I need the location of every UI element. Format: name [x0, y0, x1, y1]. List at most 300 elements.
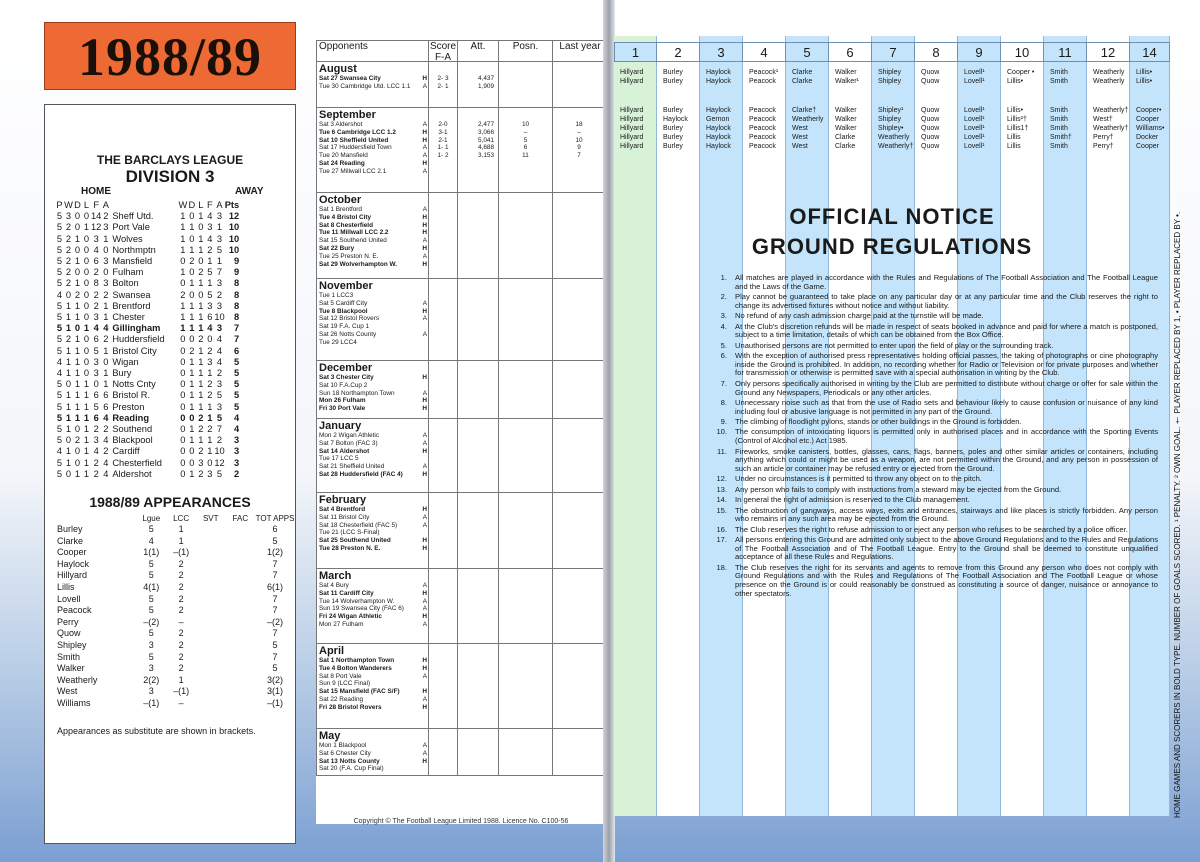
fixture-last-year	[553, 514, 605, 522]
fixture-opponent: Mon 1 Blackpool	[319, 742, 367, 749]
fixtures-page	[316, 40, 606, 824]
league-cell: 2	[216, 368, 223, 379]
appearances-cell: Perry	[57, 616, 79, 627]
fixture-last-year	[553, 292, 605, 300]
league-cell: 0	[189, 457, 195, 468]
division-heading: DIVISION 3	[125, 167, 215, 186]
lineup-player: Haylock	[663, 116, 688, 123]
league-cell: 8	[233, 300, 240, 311]
league-cell: 3	[216, 211, 223, 222]
league-cell: 4	[103, 468, 109, 479]
appearances-cell: –	[178, 697, 184, 708]
league-cell: 0	[65, 379, 72, 390]
fixture-last-year: 10	[575, 136, 583, 144]
fixture-opponent: Sat 4 Bury	[319, 582, 349, 589]
fixture-last-year	[553, 742, 605, 750]
fixture-opponent: Tue 21 (LCC S-Final)	[319, 529, 380, 537]
league-cell: 3	[216, 401, 223, 412]
table-row	[55, 346, 239, 357]
month-fixtures	[317, 193, 429, 278]
appearances-cell	[196, 582, 226, 594]
league-cell: 0	[198, 256, 204, 267]
lineup-player: Shipley	[878, 116, 901, 123]
league-cell: 1	[189, 244, 195, 255]
position-column	[499, 108, 553, 192]
table-row	[57, 570, 295, 582]
fixture-score	[429, 237, 457, 245]
fixture-attendance	[458, 168, 494, 176]
league-cell: 4	[93, 244, 99, 255]
fixture-score	[429, 397, 457, 405]
fixture-score: 2-0	[438, 121, 448, 128]
league-cell: 10	[228, 233, 240, 244]
fixture-position	[499, 374, 552, 382]
league-cell: 1	[103, 379, 109, 390]
league-cell: 1	[189, 368, 195, 379]
regulation-text: Fireworks, smoke canisters, bottles, glasses, cans, flags, banners, poles and other similar articles or containers, including anything which could or might be used as a weapon, are not permitted within the Ground, and any person in possession of such an article or container may be refused entry or ejected from the Ground.	[735, 446, 1158, 473]
fixture-venue: H	[422, 470, 427, 478]
league-cell: 1	[65, 457, 72, 468]
league-cell: 1	[189, 222, 195, 233]
league-cell: 6	[93, 256, 99, 267]
appearances-cell: 5	[272, 663, 278, 674]
fixture-position	[499, 514, 552, 522]
fixture-last-year	[553, 598, 605, 606]
league-cell: 1	[198, 379, 204, 390]
fixture-opponent: Sat 28 Huddersfield (FAC 4)	[319, 470, 403, 478]
fixture-last-year	[553, 405, 605, 413]
appearances-cell: –(1)	[173, 547, 190, 558]
fixture-position	[499, 621, 552, 629]
lineup-player: Weatherly†	[878, 143, 914, 150]
lineup-player: Quow	[921, 116, 940, 123]
fixture-score	[429, 537, 457, 545]
fixture-score: 2-1	[438, 136, 448, 144]
league-cell: 3	[216, 233, 223, 244]
fixture-score	[429, 506, 457, 514]
lineup-player: Cooper•	[1136, 107, 1162, 114]
fixture-opponent: Tue 29 LCC4	[319, 338, 357, 346]
fixture-score: 2- 1	[437, 82, 449, 90]
appearances-col-header: Lgue	[142, 514, 161, 524]
fixture-attendance: 3,153	[478, 152, 494, 160]
fixture-attendance	[458, 506, 494, 514]
fixture-venue: H	[422, 664, 427, 672]
fixture-last-year	[553, 315, 605, 323]
league-cell: 1	[198, 368, 204, 379]
league-cell: 0	[189, 446, 195, 457]
fixture-opponent: Sat 25 Southend United	[319, 537, 391, 545]
fixture-row	[319, 308, 427, 316]
league-cell: 1	[103, 312, 109, 323]
regulation-text: Unnecessary noise such as that from the use of Radio sets and behaviour likely to cause confusion or nuisance of any kind including foul or abusive language is not permitted in any part of the Ground.	[735, 397, 1158, 416]
league-cell: 6	[207, 312, 213, 323]
attendance-column	[458, 279, 499, 360]
fixture-score	[429, 545, 457, 553]
appearances-heading: 1988/89 APPEARANCES	[89, 494, 251, 511]
league-cell: Reading	[112, 412, 150, 423]
lineup-player: Lovell¹	[964, 134, 985, 141]
regulation-item	[712, 475, 1158, 484]
fixture-opponent: Sat 20 (F.A. Cup Final)	[319, 765, 384, 773]
fixture-row	[319, 315, 427, 323]
fixture-score	[429, 374, 457, 382]
league-cell: 5	[233, 379, 240, 390]
notice-title: OFFICIAL NOTICE	[789, 204, 995, 229]
fixture-position	[499, 315, 552, 323]
regulation-text: At the Club's discretion refunds will be made in respect of seats booked in advance and paid for where a match is postponed, subject to a time limitation, details of which can be obtained from the Box Office.	[735, 321, 1158, 340]
fixture-position	[499, 665, 552, 673]
fixture-venue: A	[422, 121, 427, 128]
fixture-attendance	[458, 261, 494, 269]
month-block	[316, 493, 606, 569]
league-cell: 1	[103, 345, 109, 356]
score-column	[429, 108, 458, 192]
attendance-column	[458, 419, 499, 492]
fixture-attendance: 3,066	[478, 128, 494, 136]
lineup-player: Clarke†	[792, 107, 817, 114]
fixture-opponent: Tue 1 LCC3	[319, 292, 354, 299]
league-cell: 1	[207, 412, 213, 423]
league-cell: 1	[65, 345, 72, 356]
lineup-player: Weatherly	[1093, 78, 1125, 85]
fixture-venue: A	[422, 432, 427, 439]
table-row	[55, 379, 239, 390]
league-cell: 2	[93, 300, 99, 311]
lineup-player: Smith	[1050, 116, 1068, 123]
league-cell: 0	[180, 468, 186, 479]
regulation-item	[712, 312, 1158, 321]
league-cell: 0	[180, 278, 186, 289]
fixture-position	[499, 582, 552, 590]
league-cell: 1	[74, 390, 81, 401]
lineup-row	[614, 133, 1170, 142]
appearances-cell	[226, 547, 256, 559]
attendance-column	[458, 108, 499, 192]
lineup-player: Hillyard	[620, 116, 644, 123]
table-row	[57, 652, 295, 664]
appearances-cell	[196, 628, 226, 640]
last-year-column	[553, 419, 605, 492]
fixture-position	[499, 331, 552, 339]
fixture-position	[499, 506, 552, 514]
league-cell: Aldershot	[112, 468, 152, 479]
league-cell: 0	[207, 334, 213, 345]
fixture-venue: A	[422, 463, 427, 471]
league-cell: 1	[189, 401, 195, 412]
fixture-score	[429, 696, 457, 704]
fixture-position	[499, 742, 552, 750]
league-cell: 4	[103, 457, 109, 468]
appearances-cell: 2	[178, 558, 184, 569]
fixture-opponent: Tue 27 Millwall LCC 2.1	[319, 167, 387, 175]
regulation-text: In general the right of admission is reserved to the Club management.	[735, 495, 970, 505]
lineup-player: Quow	[921, 78, 940, 85]
lineup-player: Smith	[1050, 69, 1068, 76]
appearances-cell: 3	[148, 686, 154, 697]
league-cell: Southend	[112, 424, 153, 435]
fixture-opponent: Sat 6 Chester City	[319, 749, 371, 757]
fixture-opponent: Sun 19 Swansea City (FAC 6)	[319, 605, 404, 613]
appearances-cell	[226, 594, 256, 606]
appearances-cell: 2	[178, 628, 184, 639]
fixture-attendance	[458, 397, 494, 405]
fixture-opponent: Tue 4 Bristol City	[319, 213, 372, 221]
fixture-last-year	[553, 390, 605, 398]
league-cell: 1	[180, 323, 186, 334]
league-cell: 3	[216, 323, 223, 334]
league-cell: 5	[56, 267, 63, 278]
fixture-position	[499, 237, 552, 245]
appearances-cell	[196, 536, 226, 548]
fixture-attendance: 4,437	[478, 75, 494, 82]
league-cell: 2	[198, 412, 204, 423]
fixture-score	[429, 598, 457, 606]
league-cell: 4	[207, 233, 213, 244]
fixture-last-year	[553, 582, 605, 590]
fixture-position	[499, 397, 552, 405]
league-cell: 0	[189, 233, 195, 244]
league-cell: 0	[74, 457, 81, 468]
lineup-player: Smith	[1050, 143, 1068, 150]
month-fixtures	[317, 419, 429, 492]
lineup-player: Gernon	[706, 116, 730, 123]
league-heading: THE BARCLAYS LEAGUE	[96, 153, 244, 167]
fixture-row	[319, 545, 427, 553]
lineup-player: Shipley¹	[878, 107, 904, 114]
month-block	[316, 361, 606, 419]
fixture-score	[429, 432, 457, 440]
fixture-row	[319, 598, 427, 606]
fixture-row	[319, 292, 427, 300]
score-column	[429, 493, 458, 568]
column-stripe	[614, 36, 657, 816]
league-cell: 2	[198, 267, 204, 278]
lineups-august	[614, 68, 1170, 86]
fixture-attendance	[458, 160, 494, 168]
league-cell: 1	[198, 323, 204, 334]
regulation-text: With the exception of authorised press representatives holding official passes, the taking of photographs or cine photography inside the Ground is prohibited. In addition, no recording whether for Radio or Television or for private purposes and whether for transmission or otherwise is permitted save with a special authorisation in writing by the Club.	[735, 351, 1158, 378]
fixture-venue: H	[422, 757, 427, 765]
league-cell: 1	[180, 211, 186, 222]
league-cell: 1	[83, 323, 90, 334]
fixture-venue: A	[422, 144, 427, 152]
appearances-cell	[226, 675, 256, 687]
fixture-row	[319, 448, 427, 456]
appearances-cell: 1	[178, 674, 184, 685]
fixture-score	[429, 514, 457, 522]
regulation-item	[712, 399, 1158, 416]
league-cell: 0	[83, 334, 90, 345]
fixture-last-year	[553, 537, 605, 545]
fixture-position	[499, 440, 552, 448]
league-cell: 1	[180, 312, 186, 323]
regulation-number: 14.	[716, 495, 727, 505]
regulation-text: No refund of any cash admission charge paid at the turnstile will be made.	[735, 311, 984, 321]
month-title: May	[319, 730, 341, 742]
table-row	[57, 594, 295, 606]
position-column	[499, 361, 553, 418]
fixture-last-year	[553, 160, 605, 168]
fixture-last-year	[553, 432, 605, 440]
lineup-player: Clarke	[792, 69, 813, 76]
appearances-cell	[226, 663, 256, 675]
fixture-opponent: Sat 10 F.A.Cup 2	[319, 381, 368, 389]
month-fixtures	[317, 62, 429, 107]
league-table-header	[55, 200, 239, 211]
fixture-opponent: Sat 24 Reading	[319, 159, 365, 167]
appearances-cell: 5	[148, 570, 154, 581]
appearances-cell: 7	[272, 651, 278, 662]
fixture-row	[319, 750, 427, 758]
league-col-header: A	[102, 200, 109, 210]
regulation-number: 4.	[720, 321, 727, 331]
league-cell: 1	[207, 368, 213, 379]
league-cell: 5	[216, 412, 223, 423]
fixture-last-year	[553, 261, 605, 269]
fixture-venue: A	[422, 82, 427, 90]
score-column	[429, 569, 458, 643]
lineup-player: Peacock	[749, 134, 776, 141]
league-cell: Chesterfield	[112, 457, 162, 468]
league-cell: 4	[93, 323, 99, 334]
fixture-last-year	[553, 471, 605, 479]
fixture-position	[499, 222, 552, 230]
league-cell: 0	[74, 244, 81, 255]
fixture-row	[319, 680, 427, 688]
league-cell: 5	[56, 300, 63, 311]
fixture-opponent: Sat 1 Northampton Town	[319, 657, 395, 664]
appearances-cell: 2	[178, 663, 184, 674]
league-cell: 3	[207, 468, 213, 479]
fixture-opponent: Sat 10 Sheffield United	[319, 136, 389, 144]
fixture-row	[319, 245, 427, 253]
table-row	[57, 628, 295, 640]
fixture-position	[499, 300, 552, 308]
league-col-header: W	[178, 200, 188, 210]
fixture-position	[499, 605, 552, 613]
fixture-venue: H	[422, 229, 427, 237]
position-column	[499, 729, 553, 775]
fixture-row	[319, 455, 427, 463]
league-cell: 1	[103, 300, 109, 311]
fixture-score	[429, 688, 457, 696]
fixture-position	[499, 673, 552, 681]
league-cell: 2	[103, 424, 109, 435]
league-cell: Wigan	[112, 356, 139, 367]
league-cell: 1	[198, 312, 204, 323]
appearances-cell: 3	[148, 663, 154, 674]
score-column	[429, 644, 458, 728]
league-cell: Brentford	[112, 300, 151, 311]
month-fixtures	[317, 279, 429, 360]
fixture-row	[319, 582, 427, 590]
league-cell: Bristol R.	[112, 390, 151, 401]
league-cell: 1	[74, 334, 81, 345]
fixture-attendance	[458, 331, 494, 339]
fixture-position	[499, 545, 552, 553]
appearances-cell: Hillyard	[57, 570, 88, 581]
league-cell: 0	[83, 256, 90, 267]
fixture-position	[499, 308, 552, 316]
regulation-text: The Club reserves the right for its servants and agents to remove from this Ground any person who does not comply with Ground Regulations and with the Rules and Regulations of The Football Association and The Football League or whose presence on the Ground is or could reasonably be construed as constituting a source of danger, nuisance or annoyance to other spectators.	[735, 562, 1158, 598]
shirt-number: 14	[1130, 42, 1170, 62]
appearances-cell: 2	[178, 582, 184, 593]
month-block	[316, 644, 606, 729]
league-cell: 1	[198, 211, 204, 222]
lineup-player: Peacock	[749, 78, 776, 85]
fixture-row	[319, 160, 427, 168]
regulation-item	[712, 564, 1158, 599]
league-cell: 6	[103, 390, 109, 401]
fixture-score	[429, 315, 457, 323]
league-cell: 0	[83, 345, 90, 356]
month-block	[316, 108, 606, 193]
month-title: January	[319, 420, 362, 432]
fixture-position	[499, 598, 552, 606]
regulation-item	[712, 507, 1158, 524]
fixture-venue: H	[422, 613, 427, 621]
appearances-cell	[226, 640, 256, 652]
league-cell: 4	[233, 424, 240, 435]
league-cell: 1	[65, 401, 72, 412]
league-col-header: L	[198, 200, 204, 210]
league-cell: 5	[93, 401, 99, 412]
league-col-header: Pts	[224, 200, 240, 210]
league-cell: 8	[233, 289, 240, 300]
fixture-score	[429, 665, 457, 673]
league-cell: 0	[180, 345, 186, 356]
fixture-row	[319, 506, 427, 514]
fixture-opponent: Tue 20 Mansfield	[319, 152, 368, 160]
fixture-venue: A	[422, 597, 427, 605]
appearances-cell: 6(1)	[267, 582, 284, 593]
league-cell: 9	[233, 267, 240, 278]
lineup-player: Burley	[663, 69, 683, 76]
lineup-player: Lillis•	[1136, 69, 1153, 76]
league-cell: 8	[233, 278, 240, 289]
fixture-row	[319, 688, 427, 696]
league-cell: 0	[83, 267, 90, 278]
league-cell: 0	[74, 222, 81, 233]
league-cell: 0	[83, 312, 90, 323]
fixture-opponent: Sat 7 Bolton (FAC 3)	[319, 439, 378, 447]
fixture-venue: A	[422, 521, 427, 529]
fixture-attendance	[458, 750, 494, 758]
league-cell: 2	[207, 345, 213, 356]
league-cell: 2	[216, 289, 223, 300]
position-column	[499, 62, 553, 107]
league-cell: 8	[93, 278, 99, 289]
league-cell: 1	[65, 390, 72, 401]
shirt-number: 10	[1001, 42, 1044, 62]
league-cell: 7	[216, 424, 223, 435]
league-cell: 4	[93, 446, 99, 457]
fixtures-body	[316, 62, 606, 776]
fixture-position	[499, 696, 552, 704]
league-cell: 1	[74, 368, 81, 379]
shirt-number: 4	[743, 42, 786, 62]
lineup-player: Peacock	[749, 116, 776, 123]
fixture-row	[319, 261, 427, 269]
fixture-attendance	[458, 582, 494, 590]
appearances-cell	[226, 582, 256, 594]
fixture-score	[429, 382, 457, 390]
fixture-attendance	[458, 214, 494, 222]
fixture-last-year	[553, 696, 605, 704]
fixture-position: 5	[523, 136, 528, 144]
league-cell: 1	[74, 278, 81, 289]
